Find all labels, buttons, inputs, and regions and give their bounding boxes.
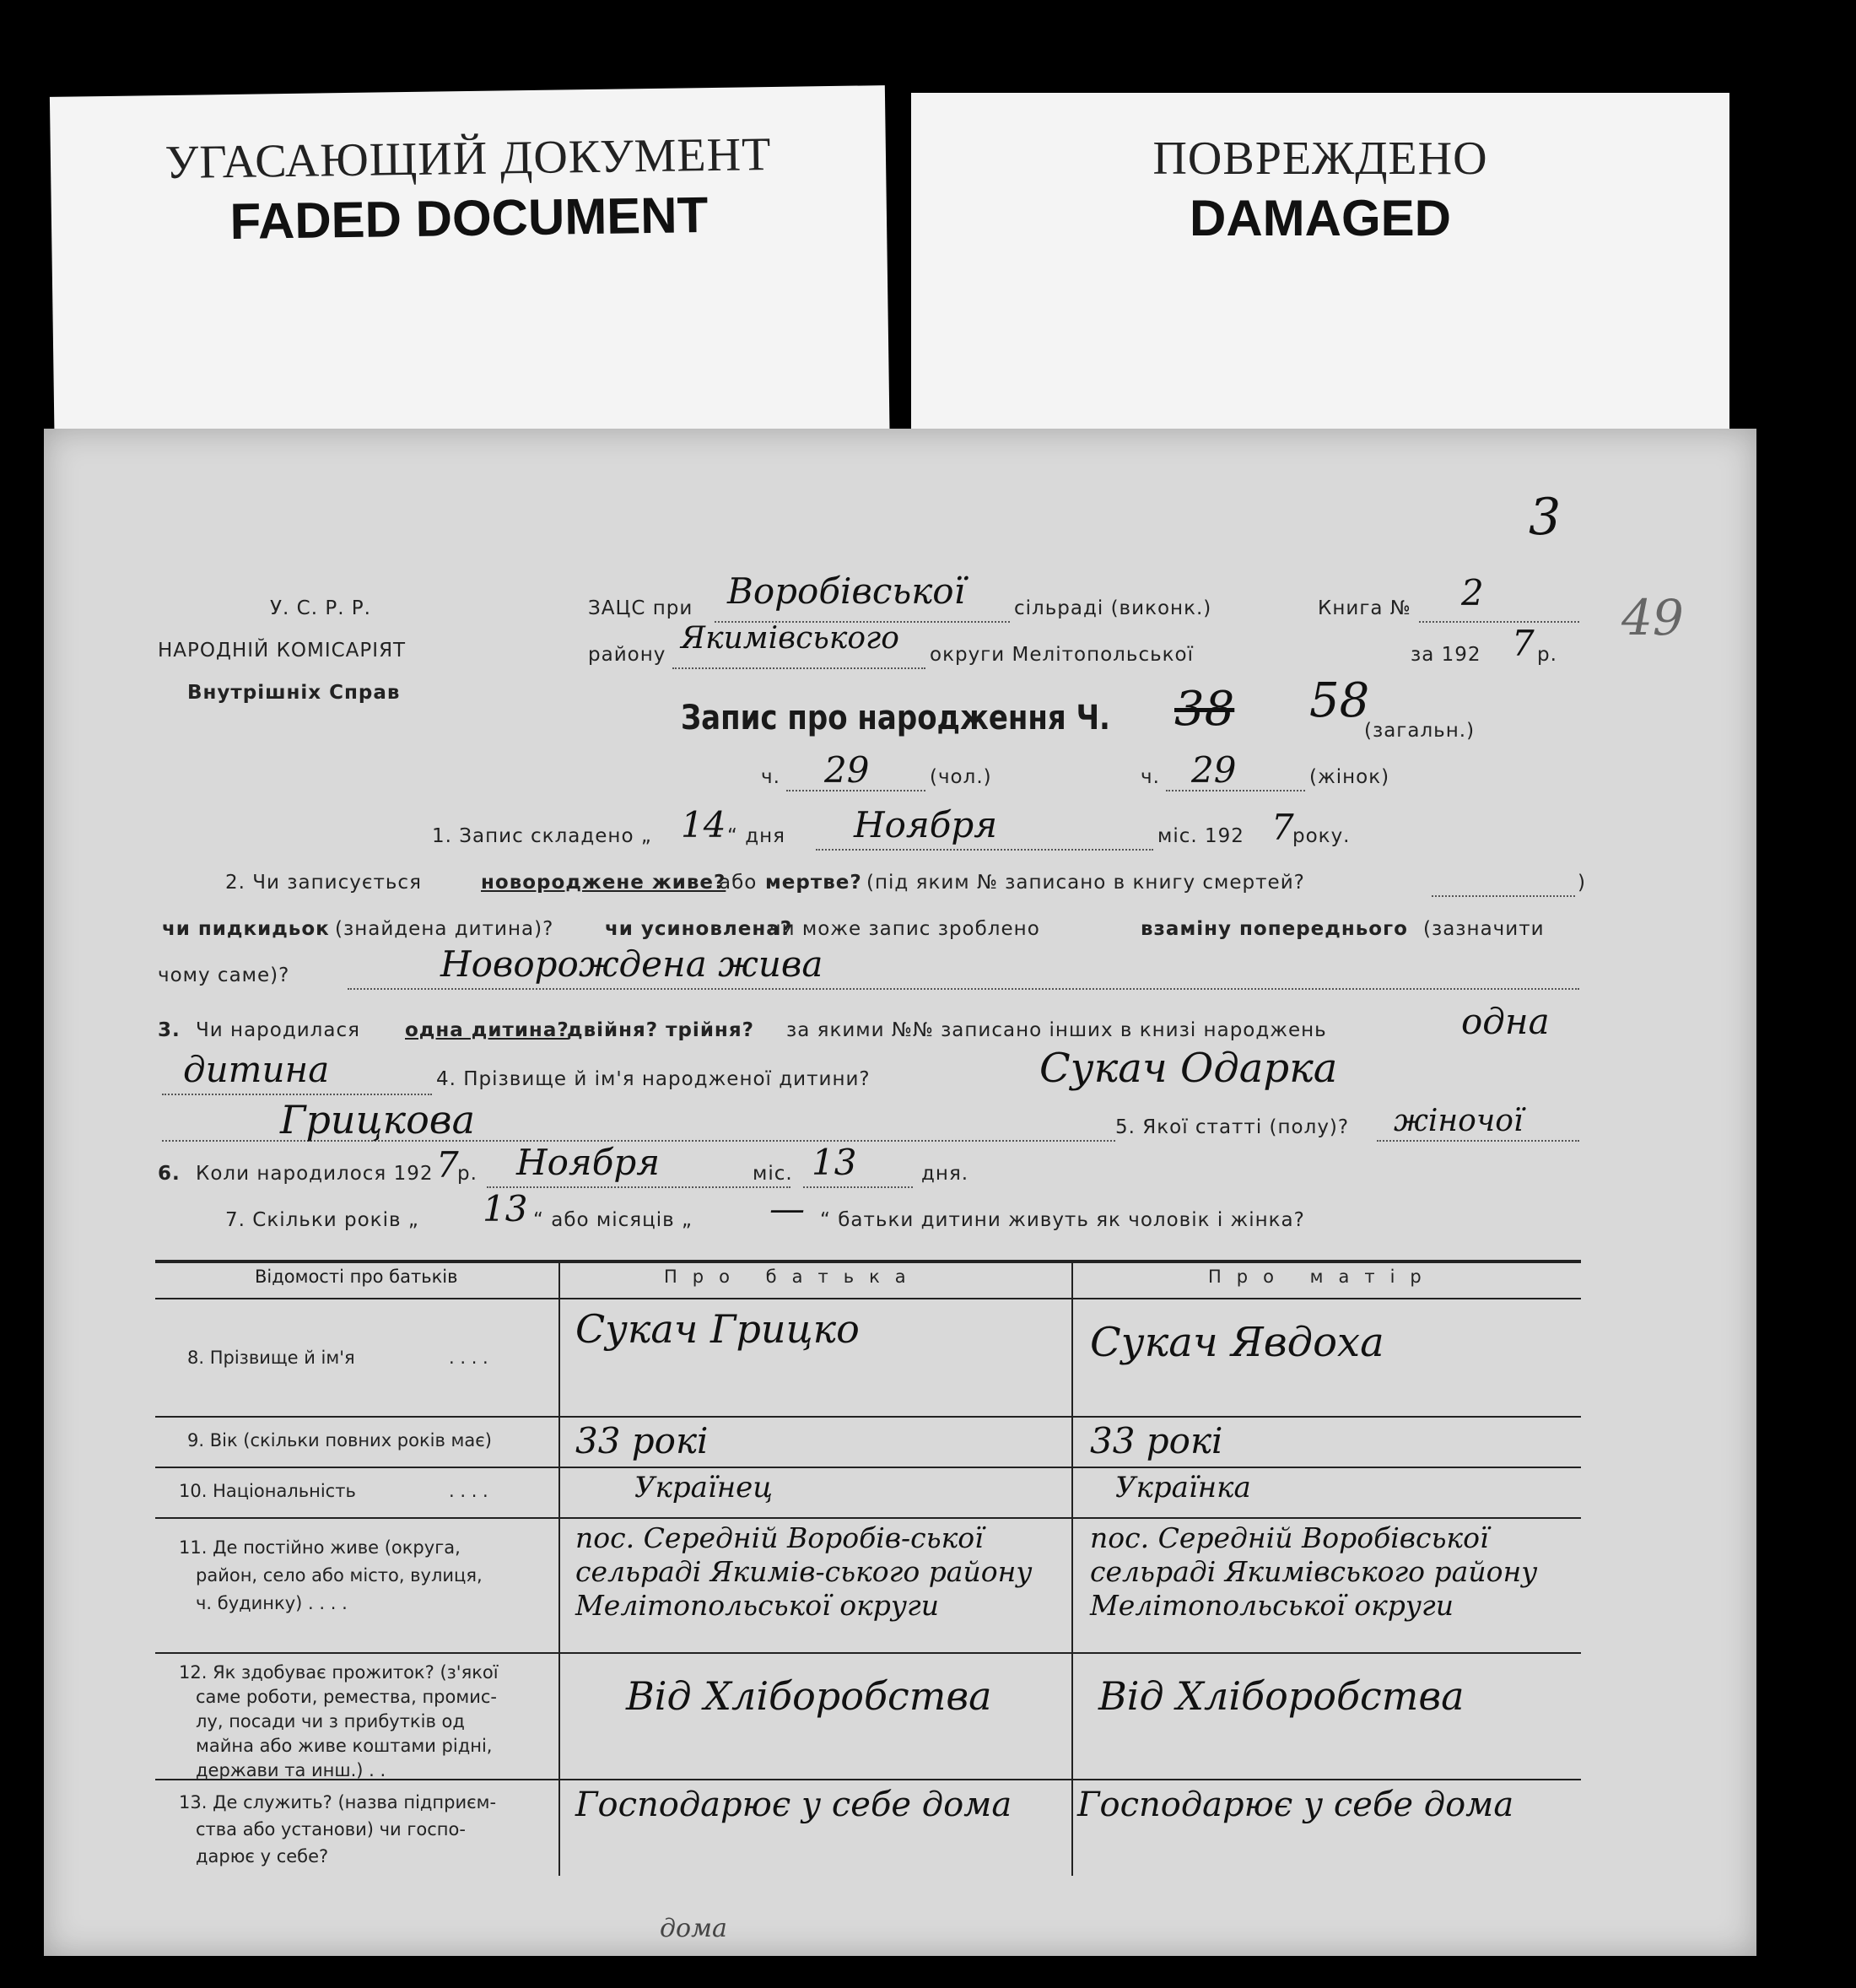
q2-dead: мертве?: [765, 872, 862, 894]
row12-label-5: держави та инш.) . .: [196, 1760, 386, 1780]
row12-label-4: майна або живе коштами рідні,: [196, 1736, 493, 1756]
row13-label-3: дарює у себе?: [196, 1846, 329, 1866]
child-patronymic: Грицкова: [280, 1097, 475, 1143]
row8-dots: . . . .: [449, 1348, 488, 1368]
father-age: 33 рокі: [575, 1420, 709, 1461]
q7-mid: “ або місяців „: [533, 1209, 693, 1231]
faded-label-en: FADED DOCUMENT: [229, 186, 709, 250]
male-count: 29: [824, 749, 870, 791]
row11-label-2: район, село або місто, вулиця,: [196, 1565, 483, 1586]
birth-month: Ноября: [516, 1142, 661, 1183]
zags-label: ЗАЦС при: [588, 597, 693, 619]
live-born: Новорождена жива: [440, 943, 823, 985]
q2-or: або: [719, 872, 758, 894]
q5-text: 5. Якої статті (полу)?: [1115, 1116, 1350, 1138]
row13-label-1: 13. Де служить? (назва підприєм-: [179, 1792, 497, 1812]
damaged-label-en: DAMAGED: [1190, 190, 1451, 246]
faded-document-label: [50, 85, 890, 477]
council-name: Воробівської: [727, 570, 966, 612]
table-header-mother: Про матір: [1208, 1267, 1437, 1287]
book-label: Книга №: [1318, 597, 1411, 619]
record-number-crossed: 38: [1174, 682, 1235, 737]
q6-number: 6.: [158, 1163, 181, 1185]
row9-label: 9. Вік (скільки повних років має): [187, 1430, 492, 1450]
mother-name: Сукач Явдоха: [1090, 1319, 1384, 1366]
q2-text: 2. Чи записується: [225, 872, 422, 894]
q1-suffix: міс. 192: [1157, 825, 1244, 847]
q2b-mid2: чи може запис зроблено: [769, 918, 1040, 940]
q6-r: р.: [457, 1163, 477, 1185]
years-married: 13: [483, 1188, 528, 1229]
father-name: Сукач Грицко: [575, 1306, 860, 1352]
general-label: (загальн.): [1364, 720, 1476, 742]
q3-twins: двійня? трійня?: [567, 1019, 754, 1041]
record-day: 14: [681, 804, 726, 845]
ussr-header: У. С. Р. Р.: [270, 597, 371, 619]
mother-age: 33 рокі: [1090, 1420, 1223, 1461]
q2b-found: (знайдена дитина)?: [335, 918, 554, 940]
q1-end: року.: [1292, 825, 1351, 847]
record-month: Ноября: [854, 804, 998, 845]
mother-income: Від Хліборобства: [1098, 1673, 1465, 1719]
months-married: —: [769, 1188, 805, 1229]
q1-mid: “ дня: [727, 825, 786, 847]
q2b-replace: взаміну попереднього: [1141, 918, 1408, 940]
father-work: Господарює у себе дома: [575, 1785, 1012, 1824]
female-label: (жінок): [1309, 766, 1390, 788]
q3-number: 3.: [158, 1019, 181, 1041]
q2c-text: чому саме)?: [158, 964, 290, 986]
row12-label-2: саме роботи, ремества, промис-: [196, 1687, 497, 1707]
table-header-father: Про батька: [664, 1267, 921, 1287]
q7-text: 7. Скільки років „: [225, 1209, 419, 1231]
q2b-end: (зазначити: [1423, 918, 1545, 940]
row12-label-1: 12. Як здобуває прожиток? (з'якої: [179, 1662, 499, 1683]
q2b-adopted: чи усиновлена?: [605, 918, 793, 940]
q3-rest: за якими №№ записано інших в книзі народжень: [786, 1019, 1327, 1041]
internal-affairs-header: Внутрішніх Справ: [187, 682, 401, 704]
okrug-label: округи Мелітопольської: [930, 644, 1194, 666]
village-council-label: сільраді (виконк.): [1014, 597, 1212, 619]
row8-label: 8. Прізвище й ім'я: [187, 1348, 355, 1368]
margin-number-49: 49: [1621, 589, 1684, 646]
female-count-prefix: ч.: [1141, 766, 1160, 788]
book-number: 2: [1461, 572, 1484, 613]
row12-label-3: лу, посади чи з прибутків од: [196, 1711, 465, 1731]
q4-text: 4. Прізвище й ім'я народженої дитини?: [436, 1068, 871, 1090]
bottom-scrawl: дома: [660, 1914, 727, 1943]
mother-nationality: Українка: [1115, 1471, 1251, 1505]
q3-single: одна дитина?: [405, 1019, 569, 1041]
q2b-foundling: чи пидкидьок: [162, 918, 330, 940]
single-child: одна: [1461, 1001, 1550, 1042]
row10-label: 10. Національність: [179, 1481, 356, 1501]
damaged-document-label: [911, 93, 1729, 473]
male-count-prefix: ч.: [761, 766, 780, 788]
faded-label-ru: УГАСАЮЩИЙ ДОКУМЕНТ: [165, 127, 772, 190]
q6-mis: міс.: [753, 1163, 793, 1185]
margin-number-3: 3: [1529, 488, 1562, 547]
q7-end: “ батьки дитини живуть як чоловік і жінка?: [820, 1209, 1305, 1231]
row11-label-3: ч. будинку) . . . .: [196, 1593, 348, 1613]
table-header-info: Відомості про батьків: [255, 1267, 458, 1287]
birth-record-sheet: [44, 429, 1756, 1956]
single-child-2: дитина: [183, 1049, 330, 1090]
row10-dots: . . . .: [449, 1481, 488, 1501]
record-title: Запис про народження Ч.: [681, 699, 1110, 737]
district-label: району: [588, 644, 666, 666]
father-nationality: Українец: [634, 1471, 774, 1505]
q6-text: Коли народилося 192: [196, 1163, 434, 1185]
q2-close: ): [1578, 872, 1586, 894]
mother-residence: пос. Середній Воробівської сельраді Якимівського району Мелітопольської округи: [1090, 1521, 1538, 1622]
year-label: за 192: [1411, 644, 1481, 666]
child-sex: жіночої: [1394, 1104, 1524, 1138]
q6-dnya: дня.: [921, 1163, 969, 1185]
row11-label-1: 11. Де постійно живе (округа,: [179, 1537, 461, 1558]
father-residence: пос. Середній Воробів-ської сельраді Якимів-ського району Мелітопольської округи: [575, 1521, 1033, 1622]
male-label: (чол.): [930, 766, 992, 788]
q2-rest: (під яким № записано в книгу смертей?: [866, 872, 1305, 894]
q2-live: новороджене живе?: [481, 872, 726, 894]
birth-day: 13: [812, 1142, 857, 1183]
child-name: Сукач Одарка: [1039, 1045, 1338, 1092]
damaged-label-ru: ПОВРЕЖДЕНО: [1152, 132, 1488, 185]
district-name: Якимівського: [681, 621, 899, 656]
female-count: 29: [1191, 749, 1237, 791]
year-digit: 7: [1512, 623, 1535, 664]
q3-text: Чи народилася: [196, 1019, 360, 1041]
row13-label-2: ства або установи) чи госпо-: [196, 1819, 466, 1839]
record-year-digit: 7: [1271, 807, 1294, 848]
q1-prefix: 1. Запис складено „: [432, 825, 652, 847]
birth-year-digit: 7: [436, 1144, 459, 1186]
commissariat-header: НАРОДНІЙ КОМІСАРІЯТ: [158, 640, 407, 662]
mother-work: Господарює у себе дома: [1077, 1785, 1514, 1824]
year-suffix: р.: [1537, 644, 1557, 666]
father-income: Від Хліборобства: [626, 1673, 992, 1719]
record-number: 58: [1309, 673, 1370, 728]
